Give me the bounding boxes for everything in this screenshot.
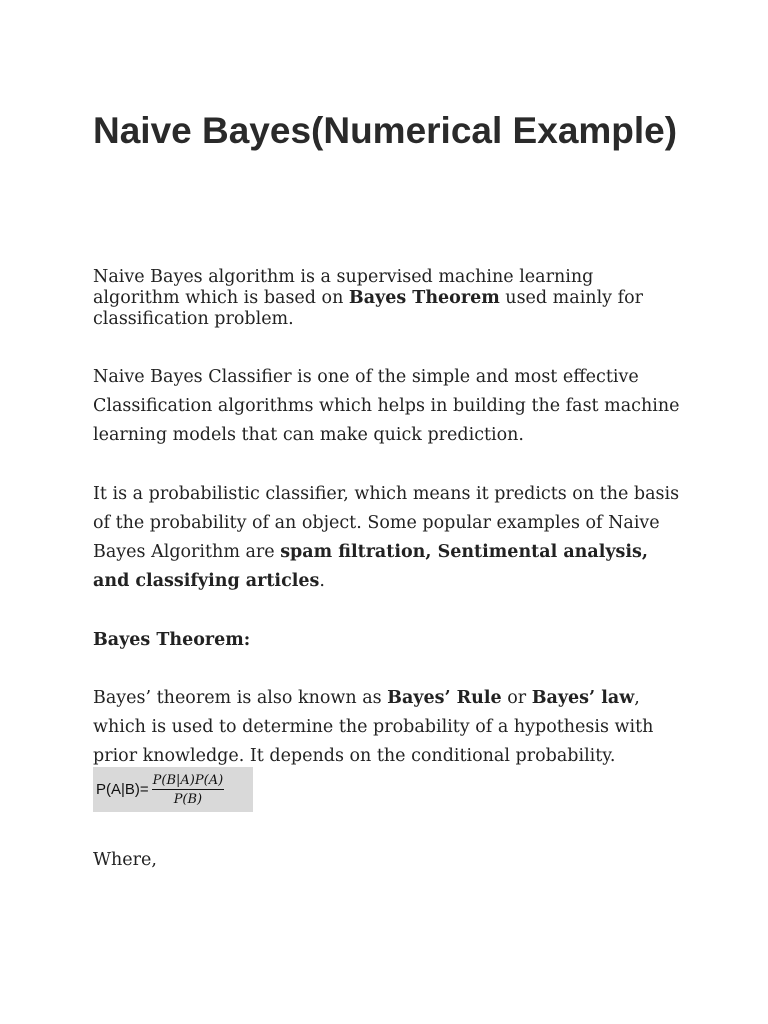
where-label: Where,: [93, 850, 157, 870]
bayes-rule-text-3: , which is used to determine the probability of a hypothesis with prior knowledge. It depends on the conditional probability.: [93, 688, 654, 766]
formula-lhs: P(A|B)=: [96, 781, 149, 798]
bayes-rule-paragraph: [93, 684, 683, 771]
bayes-rule-bold-1: Bayes’ Rule: [387, 688, 502, 708]
probabilistic-text-before: It is a probabilistic classifier, which means it predicts on the basis of the probability of an object. Some popular examples of Naive Bayes Algorithm are: [93, 484, 680, 562]
bayes-rule-text-1: Bayes’ theorem is also known as: [93, 688, 388, 708]
bayes-rule-bold-2: Bayes’ law: [531, 688, 635, 708]
intro-bold-term: Bayes Theorem: [348, 288, 500, 308]
probabilistic-text-after: .: [319, 571, 325, 591]
intro-paragraph: [93, 267, 683, 330]
formula-denominator: P(B): [173, 791, 203, 807]
formula-numerator: P(B|A)P(A): [152, 772, 224, 788]
page-title: Naive Bayes(Numerical Example): [93, 110, 678, 151]
examples-bold-text: spam filtration, Sentimental analysis, and classifying articles: [93, 542, 648, 591]
intro-text-before: Naive Bayes algorithm is a supervised machine learning algorithm which is based on: [93, 267, 594, 308]
intro-text-after: used mainly for classification problem.: [93, 288, 643, 329]
probabilistic-paragraph: [93, 480, 683, 596]
classifier-paragraph: Naive Bayes Classifier is one of the simple and most effective Classification algorithms which helps in building the fast machine learning models that can make quick prediction.: [93, 367, 680, 445]
bayes-formula-box: [93, 767, 253, 812]
formula-fraction: [152, 773, 225, 807]
bayes-heading-text: Bayes Theorem:: [93, 630, 251, 650]
bayes-rule-text-2: or: [501, 688, 532, 708]
bayes-theorem-heading: [93, 626, 683, 655]
